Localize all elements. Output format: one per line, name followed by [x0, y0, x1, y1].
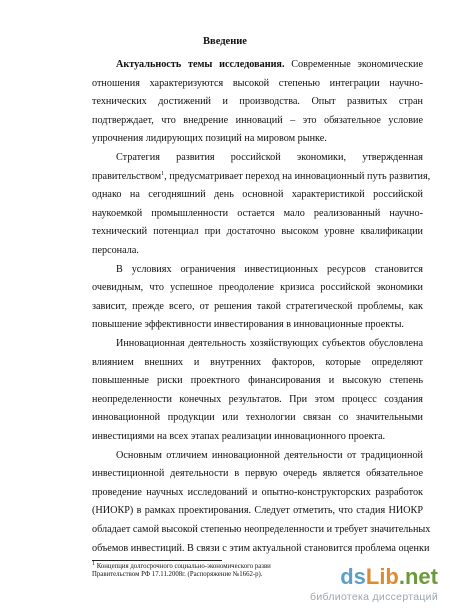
text-line: неопределенности конечных результатов. При этом процесс создания [92, 393, 423, 405]
text-line: правительством$^1$, предусматривает переход на инновационный путь развития, [92, 170, 431, 182]
dslib-logo: dsLib.net [340, 564, 438, 589]
watermark-subtitle: библиотека диссертаций [310, 591, 438, 603]
watermark-logo [310, 566, 438, 603]
text-line: наукоемкой промышленности остается мало реализованный научно- [92, 207, 423, 219]
text-line: Актуальность темы исследования. Современные экономические [116, 59, 423, 70]
footnote-text: Правительством РФ 17.11.2008г. (Распоряжение №1662-р). [92, 570, 263, 578]
text-line: объемов инвестиций. В связи с этим актуальной становится проблема оценки [92, 542, 430, 554]
text-line: (НИОКР) в рамках проектирования. Следует отметить, что стадия НИОКР [92, 505, 423, 517]
footnote-text: $^1$ Концепция долгосрочного социально-экономического разви [92, 560, 271, 570]
text-line: упрочнения лидирующих позиций на мировом рынке. [92, 133, 327, 145]
text-line: повышенные риски проектного финансирования и высокую степень [92, 375, 423, 387]
text-line: зависит, прежде всего, от решения такой стратегической проблемы, как [92, 300, 423, 312]
text-line: инвестиционной деятельности в первую очередь является обязательное [92, 468, 423, 480]
text-line: обладает самой высокой степенью неопределенности и требует значительных [92, 524, 431, 535]
text-line: инновационной продукции или технологии связан со значительными [92, 412, 423, 424]
text-line: технических достижений и производства. Опыт развитых стран [92, 96, 423, 108]
text-line: влиянием внешних и внутренних факторов, которые определяют [92, 356, 423, 368]
text-line: повышение эффективности инвестирования в инновационные проекты. [92, 319, 404, 331]
text-line: однако на сегодняшний день основной характеристикой российской [92, 189, 423, 201]
page-title: Введение [203, 36, 247, 47]
footnote-divider [92, 560, 222, 561]
text-line: инвестициями на всех этапах реализации инновационного проекта. [92, 431, 386, 442]
text-line: В условиях ограничения инвестиционных ресурсов становится [116, 263, 423, 275]
text-line: технический потенциал при достаточно высоком уровне квалификации [92, 226, 423, 238]
text-line: отношения характеризуются высокой степенью интеграции научно- [92, 77, 423, 89]
footnote-ref[interactable]: 1 [161, 170, 165, 177]
text-line: Стратегия развития российской экономики, утвержденная [116, 152, 423, 163]
text-line: Инновационная деятельность хозяйствующих субъектов обусловлена [116, 338, 423, 349]
text-line: проведение научных исследований и опытно-конструкторских разработок [92, 486, 423, 498]
text-line: Основным отличием инновационной деятельности от традиционной [116, 449, 423, 461]
text-line: очевидным, что успешное преодоление кризиса российской экономики [92, 282, 423, 294]
text-line: подтверждает, что внедрение инноваций – это обязательное условие [92, 114, 423, 126]
text-line: персонала. [92, 245, 139, 256]
